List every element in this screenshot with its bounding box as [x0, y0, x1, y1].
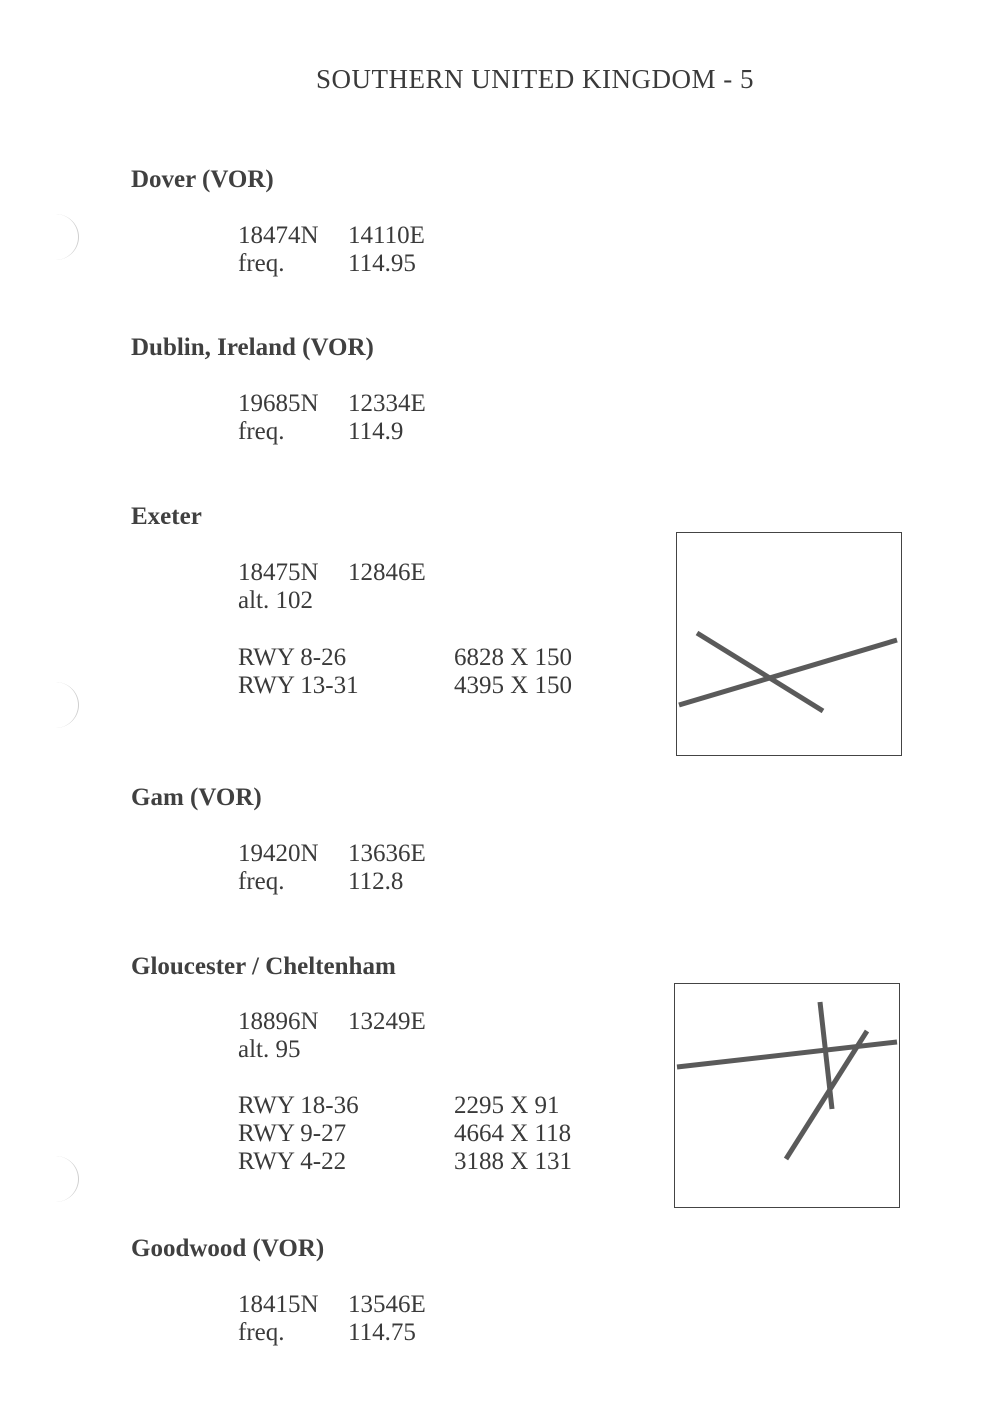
- runway-dimensions: 3188 X 131: [454, 1148, 573, 1175]
- frequency-label: freq.: [238, 1319, 285, 1346]
- runway-label: RWY 9-27: [238, 1120, 347, 1147]
- altitude: alt. 102: [238, 587, 313, 614]
- frequency-value: 112.8: [348, 868, 404, 895]
- runway-diagram-svg: [675, 984, 899, 1207]
- entry-title: Goodwood (VOR): [131, 1235, 325, 1262]
- frequency-value: 114.9: [348, 418, 404, 445]
- longitude: 12846E: [348, 559, 426, 586]
- runway-diagram-exeter: [676, 532, 902, 756]
- runway-diagram-svg: [677, 533, 901, 755]
- entry-title: Gam (VOR): [131, 784, 262, 811]
- binder-hole-mark: [32, 214, 79, 260]
- latitude: 18896N: [238, 1008, 319, 1035]
- frequency-value: 114.75: [348, 1319, 416, 1346]
- binder-hole-mark: [32, 1156, 79, 1202]
- runway-line: [679, 640, 897, 705]
- runway-label: RWY 13-31: [238, 672, 359, 699]
- runway-dimensions: 4395 X 150: [454, 672, 573, 699]
- longitude: 14110E: [348, 222, 425, 249]
- entry-title: Dover (VOR): [131, 166, 274, 193]
- entry-title: Gloucester / Cheltenham: [131, 953, 396, 980]
- frequency-label: freq.: [238, 250, 285, 277]
- runway-line: [697, 633, 823, 711]
- altitude: alt. 95: [238, 1036, 301, 1063]
- longitude: 12334E: [348, 390, 426, 417]
- latitude: 18415N: [238, 1291, 319, 1318]
- latitude: 18475N: [238, 559, 319, 586]
- latitude: 19420N: [238, 840, 319, 867]
- runway-dimensions: 2295 X 91: [454, 1092, 560, 1119]
- longitude: 13249E: [348, 1008, 426, 1035]
- runway-dimensions: 4664 X 118: [454, 1120, 572, 1147]
- entry-title: Dublin, Ireland (VOR): [131, 334, 374, 361]
- runway-dimensions: 6828 X 150: [454, 644, 573, 671]
- runway-line: [677, 1042, 897, 1067]
- frequency-label: freq.: [238, 418, 285, 445]
- runway-label: RWY 8-26: [238, 644, 347, 671]
- runway-label: RWY 4-22: [238, 1148, 347, 1175]
- latitude: 18474N: [238, 222, 319, 249]
- longitude: 13636E: [348, 840, 426, 867]
- longitude: 13546E: [348, 1291, 426, 1318]
- binder-hole-mark: [32, 682, 79, 728]
- runway-diagram-gloucester: [674, 983, 900, 1208]
- frequency-label: freq.: [238, 868, 285, 895]
- page-title: SOUTHERN UNITED KINGDOM - 5: [316, 64, 754, 94]
- frequency-value: 114.95: [348, 250, 416, 277]
- latitude: 19685N: [238, 390, 319, 417]
- runway-label: RWY 18-36: [238, 1092, 359, 1119]
- entry-title: Exeter: [131, 503, 202, 530]
